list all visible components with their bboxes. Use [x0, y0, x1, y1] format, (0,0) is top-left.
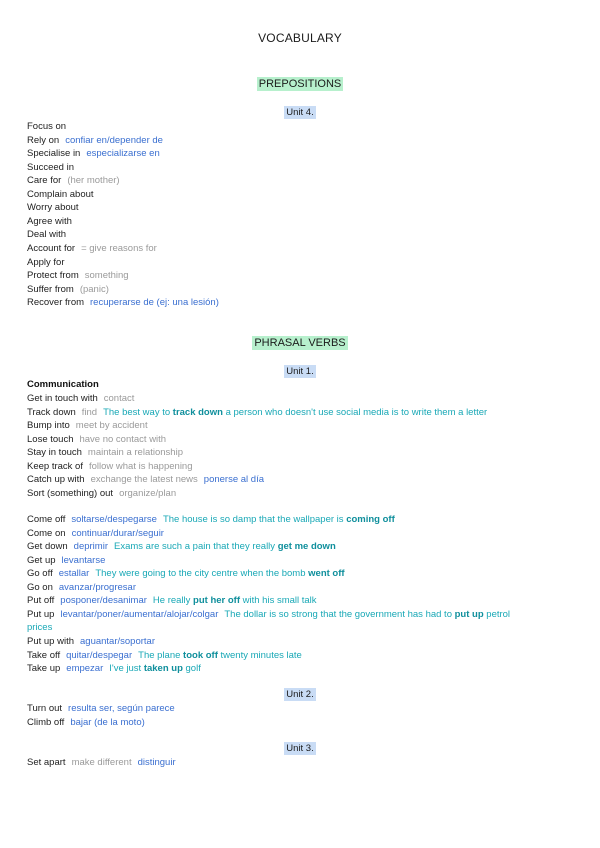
spanish-translation: estallar	[58, 568, 90, 580]
english-term: Put up	[27, 608, 55, 620]
vocab-entry	[27, 663, 201, 675]
vocab-entry	[27, 420, 148, 432]
english-term: Recover from	[27, 297, 85, 309]
english-definition: maintain a relationship	[87, 447, 183, 459]
vocab-entry	[27, 528, 164, 540]
english-term: Bump into	[27, 420, 70, 432]
example-sentence: They were going to the city centre when the bomb went off	[95, 568, 345, 580]
prepositions-heading: PREPOSITIONS	[258, 78, 342, 90]
english-term: Focus on	[27, 121, 67, 132]
vocab-entry	[27, 243, 157, 255]
spanish-translation: especializarse en	[86, 148, 160, 160]
vocab-entry	[27, 175, 120, 187]
english-definition: have no contact with	[79, 433, 167, 445]
english-term: Get in touch with	[27, 393, 98, 404]
vocab-entry	[27, 148, 160, 160]
example-sentence: The best way to track down a person who doesn't use social media is to write them a letter	[103, 406, 488, 418]
vocab-entry	[27, 162, 74, 174]
vocab-entry	[27, 257, 65, 269]
english-term: Turn out	[27, 703, 63, 714]
english-term: Deal with	[27, 229, 67, 241]
vocab-entry	[27, 229, 66, 241]
spanish-translation: posponer/desanimar	[60, 595, 147, 607]
example-highlight: went off	[308, 568, 345, 580]
english-term: Apply for	[27, 256, 65, 268]
english-term: Keep track of	[27, 460, 83, 472]
example-highlight: took off	[183, 649, 218, 661]
vocab-entry	[27, 135, 163, 147]
english-term: Succeed in	[27, 161, 75, 173]
vocab-entry	[27, 284, 109, 296]
english-term: Catch up with	[27, 474, 85, 486]
example-sentence: He really put her off with his small talk	[152, 595, 317, 607]
vocab-entry	[27, 636, 155, 648]
vocab-entry	[27, 393, 134, 405]
title-block	[0, 24, 600, 52]
vocab-entry	[27, 555, 105, 567]
phrasal-verbs-heading: PHRASAL VERBS	[254, 337, 346, 349]
spanish-translation: distinguir	[137, 757, 176, 768]
english-term: Set apart	[27, 757, 66, 768]
unit-2-label: Unit 2.	[286, 689, 314, 700]
example-highlight: coming off	[346, 514, 395, 525]
spanish-translation: levantarse	[61, 554, 106, 566]
vocab-entry	[27, 488, 176, 500]
example-continuation: prices	[27, 622, 53, 634]
english-definition: find	[81, 406, 98, 418]
example-highlight: put up	[454, 608, 484, 620]
english-term: Take off	[27, 649, 61, 661]
english-term: Suffer from	[27, 283, 74, 295]
english-term: Climb off	[27, 716, 65, 728]
spanish-translation: deprimir	[73, 541, 108, 553]
english-term: Come off	[27, 514, 66, 525]
english-term: Put off	[27, 595, 55, 607]
vocab-entry	[27, 461, 193, 473]
example-highlight: taken up	[143, 663, 183, 675]
vocab-entry	[27, 717, 145, 729]
example-sentence: The plane took off twenty minutes late	[138, 649, 302, 661]
vocab-entry	[27, 582, 136, 594]
spanish-translation: recuperarse de (ej: una lesión)	[90, 297, 219, 309]
vocab-entry	[27, 595, 317, 607]
example-sentence: Exams are such a pain that they really get me down	[113, 541, 336, 553]
page-title: VOCABULARY	[246, 24, 354, 52]
spanish-translation: bajar (de la moto)	[70, 716, 145, 728]
english-definition: (panic)	[79, 283, 109, 295]
spanish-translation: aguantar/soportar	[80, 635, 155, 647]
english-term: Worry about	[27, 202, 79, 214]
example-highlight: get me down	[277, 541, 336, 553]
vocab-entry	[27, 447, 183, 459]
vocab-entry	[27, 703, 175, 715]
english-definition: = give reasons for	[81, 242, 157, 254]
vocab-entry	[27, 216, 72, 228]
vocab-entry	[27, 297, 219, 309]
spanish-translation: resulta ser, según parece	[68, 703, 175, 714]
english-term: Get up	[27, 554, 56, 566]
english-definition: meet by accident	[75, 420, 148, 432]
english-term: Sort (something) out	[27, 487, 114, 499]
english-term: Put up with	[27, 635, 74, 647]
english-term: Get down	[27, 541, 68, 553]
spanish-translation: empezar	[66, 663, 104, 675]
vocab-entry	[27, 121, 66, 133]
english-term: Account for	[27, 242, 76, 254]
english-term: Go on	[27, 581, 53, 593]
vocab-entry	[27, 189, 94, 201]
spanish-translation: avanzar/progresar	[58, 581, 136, 593]
unit-4-label: Unit 4.	[286, 107, 314, 118]
english-term: Come on	[27, 527, 66, 539]
vocab-entry	[27, 434, 166, 446]
spanish-translation: ponerse al día	[203, 474, 264, 486]
spanish-translation: levantar/poner/aumentar/alojar/colgar	[60, 608, 219, 620]
english-term: Agree with	[27, 215, 72, 227]
communication-heading: Communication	[27, 379, 99, 390]
vocab-entry	[27, 202, 79, 214]
unit-3-label: Unit 3.	[286, 743, 314, 754]
vocab-entry	[27, 568, 345, 580]
english-term: Specialise in	[27, 148, 81, 160]
vocab-entry	[27, 474, 264, 486]
vocab-entry	[27, 541, 336, 553]
english-term: Care for	[27, 175, 62, 187]
english-definition: contact	[103, 393, 135, 404]
vocab-entry	[27, 407, 487, 419]
unit-1-label: Unit 1.	[286, 366, 314, 377]
example-sentence: The house is so damp that the wallpaper is coming off	[162, 514, 395, 525]
english-definition: follow what is happening	[88, 460, 193, 472]
example-sentence: The dollar is so strong that the government has had to put up petrol	[224, 608, 511, 620]
vocab-entry	[27, 757, 176, 769]
english-term: Complain about	[27, 188, 94, 200]
english-definition: something	[84, 270, 129, 282]
example-sentence: I've just taken up golf	[109, 663, 201, 675]
vocab-entry	[27, 270, 129, 282]
example-highlight: track down	[172, 406, 223, 418]
english-definition: (her mother)	[67, 175, 120, 187]
spanish-translation: continuar/durar/seguir	[71, 527, 164, 539]
english-term: Lose touch	[27, 433, 74, 445]
spanish-translation: confiar en/depender de	[65, 134, 163, 146]
english-term: Take up	[27, 663, 61, 675]
example-highlight: put her off	[193, 595, 240, 607]
english-term: Go off	[27, 568, 53, 580]
vocab-entry	[27, 650, 302, 662]
english-definition: make different	[71, 757, 132, 768]
vocab-entry	[27, 514, 395, 526]
english-term: Stay in touch	[27, 447, 82, 459]
vocab-entry	[27, 609, 510, 621]
english-term: Protect from	[27, 270, 79, 282]
english-definition: organize/plan	[119, 487, 177, 499]
spanish-translation: soltarse/despegarse	[71, 514, 157, 525]
english-term: Track down	[27, 406, 76, 418]
english-definition: exchange the latest news	[90, 474, 198, 486]
english-term: Rely on	[27, 134, 60, 146]
spanish-translation: quitar/despegar	[66, 649, 133, 661]
